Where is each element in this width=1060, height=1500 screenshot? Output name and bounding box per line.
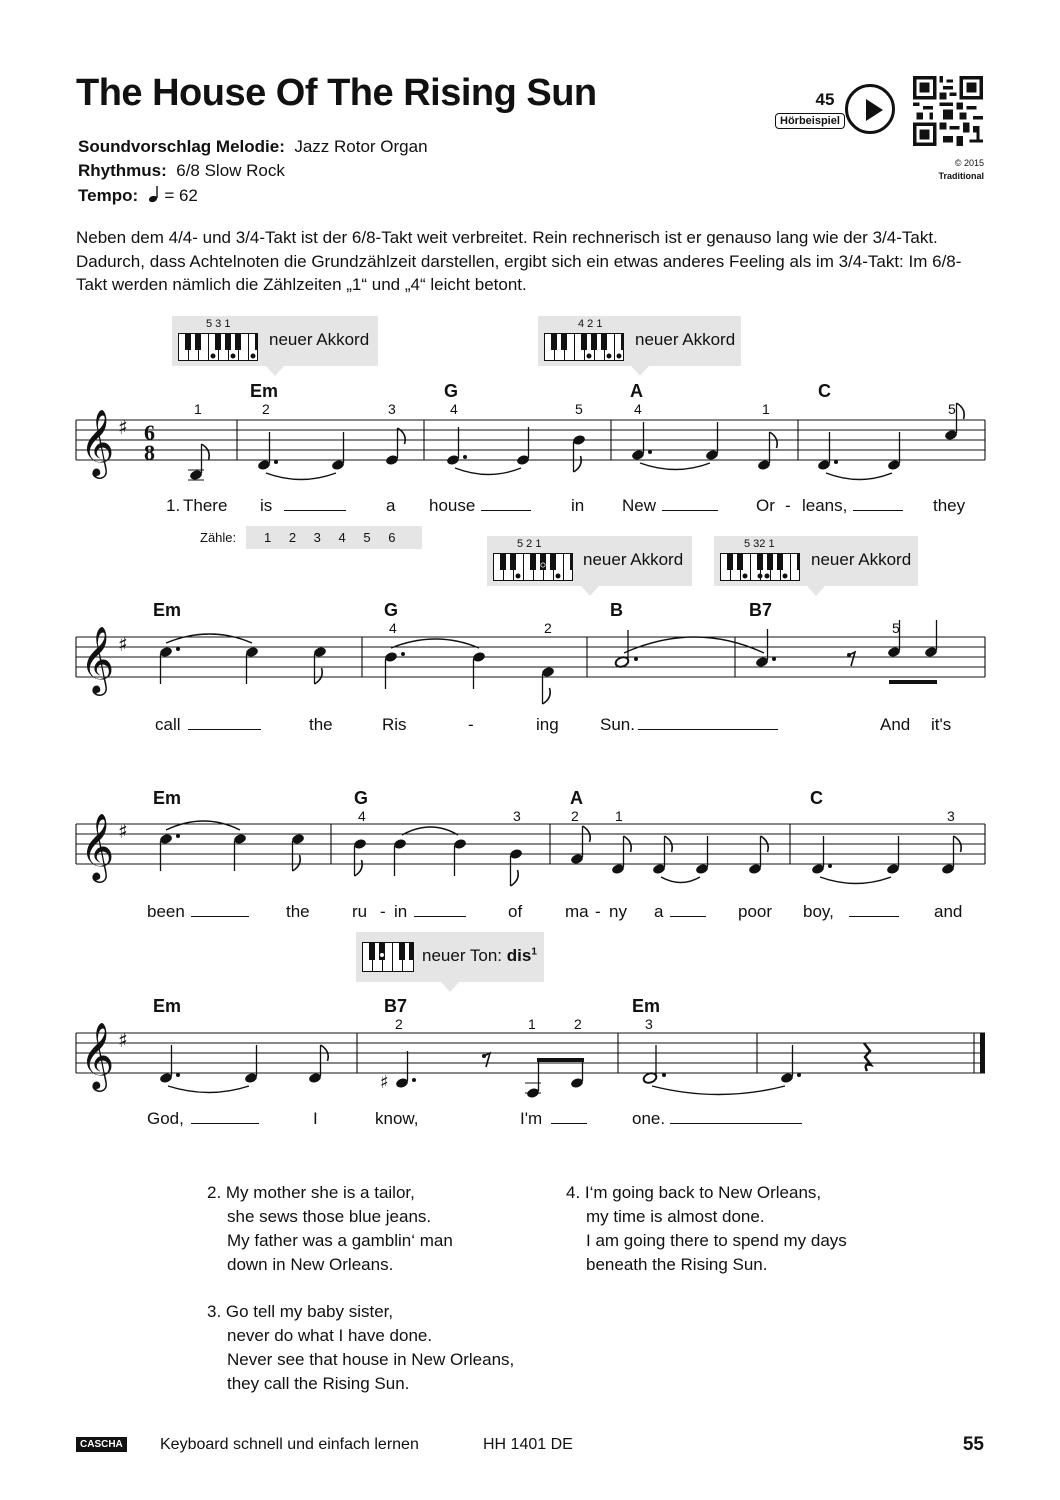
final-barline bbox=[980, 1033, 985, 1073]
callout-text: neuer Akkord bbox=[811, 550, 912, 569]
lyric-extender bbox=[191, 1123, 259, 1124]
keyboard-diagram-icon bbox=[544, 333, 624, 361]
tempo-label: Tempo: bbox=[78, 186, 139, 205]
lyric-syllable: and bbox=[934, 902, 963, 921]
verse-line: they call the Rising Sun. bbox=[227, 1374, 410, 1393]
verse-line: Never see that house in New Orleans, bbox=[227, 1350, 515, 1369]
chord-symbol: A bbox=[630, 381, 643, 401]
verse-number: 1. bbox=[166, 496, 181, 515]
finger-number: 3 bbox=[388, 401, 396, 417]
finger-number: 5 bbox=[892, 620, 900, 636]
lyric-extender bbox=[638, 729, 778, 730]
rhythm-label: Rhythmus: bbox=[78, 161, 167, 180]
lyric-syllable: Sun. bbox=[600, 715, 635, 734]
lyric-syllable: been bbox=[147, 902, 185, 921]
lyric-syllable: house bbox=[429, 496, 476, 515]
lyric-syllable: leans, bbox=[802, 496, 848, 515]
callout-note-octave: 1 bbox=[531, 946, 537, 958]
lyric-syllable: Ris bbox=[382, 715, 407, 734]
keyboard-diagram-icon bbox=[178, 333, 258, 361]
intro-text: Neben dem 4/4- und 3/4-Takt ist der 6/8-Takt weit verbreitet. Rein rechnerisch ist er genauso lang wie der 3/4-Takt. Dadurch, dass Achtelnoten die Grundzählzeit darstellen, ergibt sich ein etwas anderes Feeling als im 3/4-Takt: Im 6/8-Takt werden nämlich die Zählzeiten „1“ und „4“ leicht betont. bbox=[76, 228, 962, 294]
finger-number: 1 bbox=[194, 401, 202, 417]
chord-symbol: Em bbox=[153, 788, 182, 808]
finger-number: 1 bbox=[762, 401, 770, 417]
keyboard-diagram-icon bbox=[493, 553, 573, 581]
svg-text:♯: ♯ bbox=[380, 1072, 389, 1093]
callout-new-chord-a bbox=[538, 316, 741, 366]
count-label: Zähle: bbox=[200, 530, 237, 545]
svg-text:𝄞: 𝄞 bbox=[80, 1021, 115, 1089]
audio-label: Hörbeispiel bbox=[775, 113, 845, 129]
finger-number: 2 bbox=[574, 1016, 582, 1032]
lyric-hyphen: - bbox=[785, 496, 791, 515]
finger-number: 5 bbox=[948, 401, 956, 417]
finger-number: 4 bbox=[389, 620, 397, 636]
verse-line: never do what I have done. bbox=[227, 1326, 433, 1345]
verse-4 bbox=[566, 1181, 847, 1277]
lyric-syllable: the bbox=[309, 715, 333, 734]
finger-number: 2 bbox=[262, 401, 270, 417]
svg-text:♯: ♯ bbox=[118, 632, 128, 656]
lyric-syllable: the bbox=[286, 902, 310, 921]
finger-number: 5 bbox=[575, 401, 583, 417]
lyric-extender bbox=[481, 510, 531, 511]
lyric-extender bbox=[191, 916, 249, 917]
sound-value: Jazz Rotor Organ bbox=[294, 137, 428, 156]
svg-text:𝄞: 𝄞 bbox=[80, 408, 115, 476]
sound-label: Soundvorschlag Melodie: bbox=[78, 137, 285, 156]
lyric-hyphen: - bbox=[468, 715, 474, 734]
lyric-syllable: in bbox=[394, 902, 408, 921]
chord-symbol: C bbox=[818, 381, 831, 401]
quarter-note-icon bbox=[148, 185, 160, 203]
verse-line: 4. I‘m going back to New Orleans, bbox=[566, 1183, 822, 1202]
lyric-syllable: of bbox=[508, 902, 523, 921]
lyric-syllable: New bbox=[622, 496, 657, 515]
lyric-syllable: God, bbox=[147, 1109, 184, 1128]
finger-number: 4 bbox=[634, 401, 642, 417]
chord-symbol: B7 bbox=[749, 600, 773, 620]
callout-text bbox=[422, 946, 537, 966]
finger-number: 1 bbox=[615, 808, 623, 824]
verse-line: down in New Orleans. bbox=[227, 1255, 394, 1274]
time-signature-bottom: 8 bbox=[144, 440, 155, 465]
publisher-logo: CASCHA bbox=[76, 1437, 127, 1452]
callout-fingering: 5 3 1 bbox=[206, 318, 231, 330]
finger-number: 4 bbox=[358, 808, 366, 824]
lyric-extender bbox=[853, 510, 903, 511]
finger-number: 1 bbox=[528, 1016, 536, 1032]
lyric-extender bbox=[662, 510, 718, 511]
chord-symbol: Em bbox=[632, 996, 661, 1016]
verse-line: she sews those blue jeans. bbox=[227, 1207, 432, 1226]
finger-number: 3 bbox=[645, 1016, 653, 1032]
callout-new-chord-b7 bbox=[714, 536, 918, 586]
lyric-extender bbox=[670, 1123, 802, 1124]
finger-number: 2 bbox=[571, 808, 579, 824]
callout-new-chord-em bbox=[172, 316, 378, 366]
lyric-hyphen: - bbox=[380, 902, 386, 921]
callout-label: neuer Ton: bbox=[422, 946, 503, 965]
finger-number: 3 bbox=[947, 808, 955, 824]
svg-text:♯: ♯ bbox=[118, 415, 128, 439]
lyric-syllable: in bbox=[571, 496, 585, 515]
keyboard-diagram-icon bbox=[720, 553, 800, 581]
callout-fingering: 5 32 1 bbox=[744, 538, 775, 550]
tempo bbox=[78, 185, 198, 206]
lyric-syllable: ing bbox=[536, 715, 559, 734]
lyric-syllable: they bbox=[933, 496, 966, 515]
rhythm-value: 6/8 Slow Rock bbox=[176, 161, 285, 180]
svg-text:𝄞: 𝄞 bbox=[80, 625, 115, 693]
verse-line: my time is almost done. bbox=[586, 1207, 765, 1226]
lyric-syllable: boy, bbox=[803, 902, 834, 921]
verse-line: 2. My mother she is a tailor, bbox=[207, 1183, 415, 1202]
book-code: HH 1401 DE bbox=[483, 1436, 573, 1453]
lyric-syllable: ny bbox=[609, 902, 627, 921]
lyric-syllable: know, bbox=[375, 1109, 419, 1128]
count-numbers: 1 2 3 4 5 6 bbox=[264, 530, 396, 545]
callout-text: neuer Akkord bbox=[583, 550, 684, 569]
chord-symbol: Em bbox=[250, 381, 279, 401]
rhythm bbox=[78, 161, 285, 181]
callout-new-chord-b bbox=[487, 536, 692, 586]
lyric-hyphen: - bbox=[595, 902, 601, 921]
svg-text:♯: ♯ bbox=[118, 1028, 128, 1052]
lyric-syllable: is bbox=[260, 496, 273, 515]
callout-fingering: 4 2 1 bbox=[578, 318, 603, 330]
chord-symbol: Em bbox=[153, 600, 182, 620]
callout-new-note-dis bbox=[356, 932, 544, 982]
chord-symbol: B bbox=[610, 600, 623, 620]
lyric-extender bbox=[670, 916, 706, 917]
lyric-syllable: one. bbox=[632, 1109, 666, 1128]
lyric-syllable: a bbox=[654, 902, 664, 921]
finger-number: 2 bbox=[395, 1016, 403, 1032]
page-number: 55 bbox=[962, 1434, 984, 1455]
svg-text:♯: ♯ bbox=[118, 819, 128, 843]
chord-symbol: A bbox=[570, 788, 583, 808]
play-icon[interactable] bbox=[845, 84, 895, 134]
verse-line: beneath the Rising Sun. bbox=[586, 1255, 768, 1274]
lyric-syllable: There bbox=[183, 496, 228, 515]
lyric-syllable: I bbox=[313, 1109, 318, 1128]
chord-symbol: G bbox=[354, 788, 369, 808]
finger-number: 4 bbox=[450, 401, 458, 417]
verse-line: My father was a gamblin‘ man bbox=[227, 1231, 453, 1250]
lyric-syllable: And bbox=[880, 715, 911, 734]
lyric-syllable: it's bbox=[931, 715, 952, 734]
lyric-extender bbox=[849, 916, 899, 917]
lyric-extender bbox=[188, 729, 261, 730]
sound-suggestion bbox=[78, 137, 428, 157]
tempo-value: = 62 bbox=[164, 186, 198, 205]
lyric-syllable: a bbox=[386, 496, 396, 515]
finger-number: 3 bbox=[513, 808, 521, 824]
book-title: Keyboard schnell und einfach lernen bbox=[160, 1436, 419, 1453]
chord-symbol: G bbox=[384, 600, 399, 620]
lyric-extender bbox=[414, 916, 466, 917]
time-signature-top: 6 bbox=[144, 420, 155, 445]
callout-text: neuer Akkord bbox=[635, 330, 736, 349]
callout-fingering: 5 2 1 bbox=[517, 538, 542, 550]
verse-line: 3. Go tell my baby sister, bbox=[207, 1302, 394, 1321]
qr-code-icon[interactable] bbox=[913, 76, 983, 146]
callout-note: dis bbox=[506, 946, 532, 965]
finger-number: 2 bbox=[544, 620, 552, 636]
lyric-syllable: Or bbox=[756, 496, 775, 515]
lyric-extender bbox=[551, 1123, 587, 1124]
lyric-syllable: poor bbox=[738, 902, 773, 921]
copyright: © 2015 bbox=[954, 158, 984, 168]
keyboard-diagram-icon bbox=[362, 942, 414, 972]
svg-text:𝄞: 𝄞 bbox=[80, 812, 115, 880]
chord-symbol: B7 bbox=[384, 996, 408, 1016]
verse-line: I am going there to spend my days bbox=[586, 1231, 847, 1250]
callout-text: neuer Akkord bbox=[269, 330, 370, 349]
chord-symbol: G bbox=[444, 381, 459, 401]
staff-system-1 bbox=[0, 410, 1060, 520]
lyric-extender bbox=[284, 510, 346, 511]
verse-2 bbox=[207, 1181, 453, 1277]
song-source: Traditional bbox=[938, 171, 984, 181]
audio-track-number: 45 bbox=[815, 90, 835, 109]
lyric-syllable: call bbox=[155, 715, 181, 734]
page-title: The House Of The Rising Sun bbox=[76, 72, 597, 114]
lyric-syllable: I'm bbox=[520, 1109, 543, 1128]
lyric-syllable: ru bbox=[352, 902, 368, 921]
lyric-syllable: ma bbox=[565, 902, 589, 921]
chord-symbol: Em bbox=[153, 996, 182, 1016]
verse-3 bbox=[207, 1300, 514, 1396]
chord-symbol: C bbox=[810, 788, 823, 808]
